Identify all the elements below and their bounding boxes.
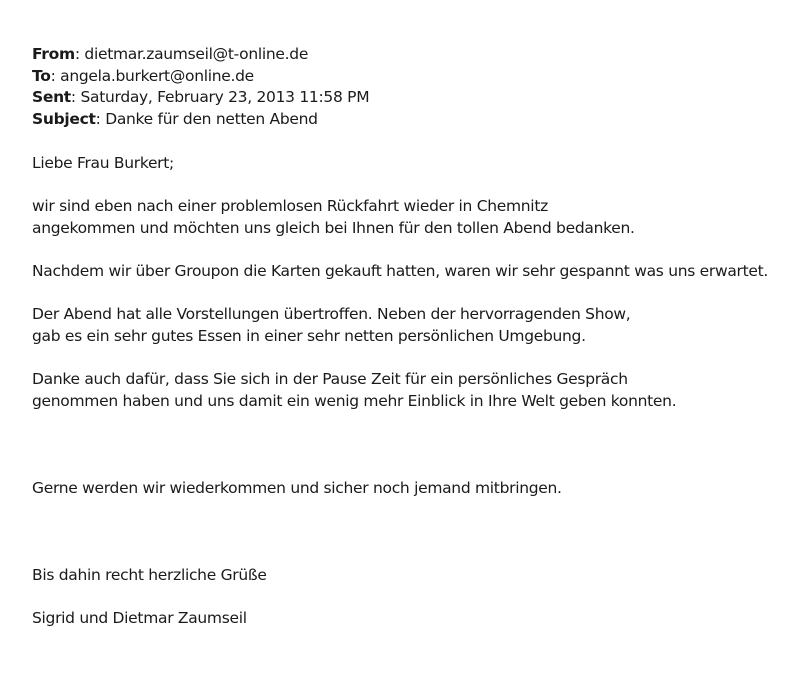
sent-line: Sent: Saturday, February 23, 2013 11:58 PM <box>32 88 370 107</box>
paragraph-4-line-2: genommen haben und uns damit ein wenig mehr Einblick in Ihre Welt geben konnten. <box>32 392 677 411</box>
to-line: To: angela.burkert@online.de <box>32 66 254 85</box>
signature: Sigrid und Dietmar Zaumseil <box>32 608 247 627</box>
subject-value: Danke für den netten Abend <box>105 110 318 129</box>
paragraph-5-line-1: Gerne werden wir wiederkommen und sicher noch jemand mitbringen. <box>32 478 562 497</box>
sent-label: Sent <box>32 88 71 107</box>
subject-label: Subject <box>32 110 96 129</box>
to-value: angela.burkert@online.de <box>60 66 254 85</box>
from-line: From: dietmar.zaumseil@t-online.de <box>32 45 309 63</box>
paragraph-3-line-2: gab es ein sehr gutes Essen in einer sehr netten persönlichen Umgebung. <box>32 327 586 346</box>
greeting: Liebe Frau Burkert; <box>32 153 174 172</box>
from-label: From <box>32 45 75 63</box>
paragraph-1-line-2: angekommen und möchten uns gleich bei Ihnen für den tollen Abend bedanken. <box>32 218 635 237</box>
paragraph-1-line-1: wir sind eben nach einer problemlosen Rückfahrt wieder in Chemnitz <box>32 196 548 215</box>
email-document <box>32 44 802 630</box>
sent-value: Saturday, February 23, 2013 11:58 PM <box>80 88 370 107</box>
paragraph-3-line-1: Der Abend hat alle Vorstellungen übertroffen. Neben der hervorragenden Show, <box>32 305 631 324</box>
closing: Bis dahin recht herzliche Grüße <box>32 565 267 584</box>
from-value: dietmar.zaumseil@t-online.de <box>84 45 309 63</box>
paragraph-2-line-1: Nachdem wir über Groupon die Karten gekauft hatten, waren wir sehr gespannt was uns erwartet. <box>32 261 769 280</box>
paragraph-4-line-1: Danke auch dafür, dass Sie sich in der Pause Zeit für ein persönliches Gespräch <box>32 370 628 389</box>
to-label: To <box>32 66 51 85</box>
subject-line: Subject: Danke für den netten Abend <box>32 110 318 129</box>
